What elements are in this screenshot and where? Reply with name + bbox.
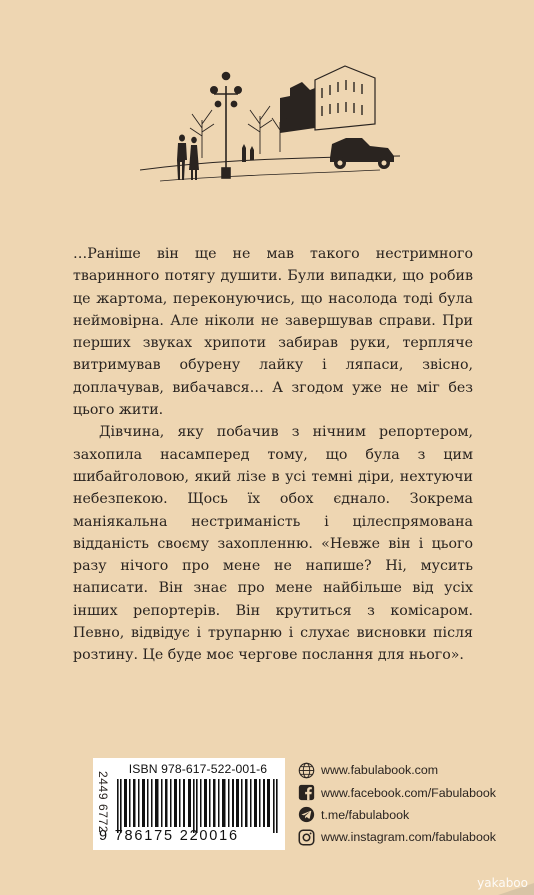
telegram-link-text: t.me/fabulabook — [321, 807, 410, 822]
instagram-link[interactable] — [298, 826, 528, 848]
barcode-digits: 9 786175 220016 — [99, 828, 239, 844]
side-digits-text: 2449 6772 — [96, 771, 110, 834]
facebook-link[interactable] — [298, 781, 528, 803]
paragraph-2: Дівчина, яку побачив з нічним репортером, захопила насамперед тому, що була з цим шибайголовою, який лізе в усі темні діри, нехтуючи небезпекою. Щось їх обох єднало. Зокрема маніякальна нестриманість і цілеспрямована відданість своєму захопленню. «Невже він і цього разу нічого про мене не напише? Ні, мусить написати. Він знає про мене найбільше від усіх інших репортерів. Він крутиться з комісаром. Певно, відвідує і трупарню і слухає висновки після розтину. Це буде моє чергове послання для нього». — [73, 424, 473, 664]
facebook-icon — [298, 784, 315, 801]
instagram-icon — [298, 829, 315, 846]
isbn-label: ISBN 978-617-522-001-6 — [128, 762, 268, 776]
paragraph-1: …Раніше він ще не мав такого нестримного тваринного потягу душити. Були випадки, що робив це жартома, переконуючись, що насолода тоді була неймовірна. Але ніколи не завершував справи. При перших звуках хрипоти забирав руки, терпляче витримував обурену лайку і ляпаси, звісно, доплачував, вибачався… А згодом уже не міг без цього жити. — [73, 246, 473, 419]
back-cover-text — [73, 243, 473, 667]
facebook-link-text: www.facebook.com/Fabulabook — [321, 785, 496, 800]
instagram-link-text: www.instagram.com/fabulabook — [321, 830, 496, 845]
website-link-text: www.fabulabook.com — [321, 763, 439, 778]
website-link[interactable] — [298, 759, 528, 781]
watermark: yakaboo — [477, 876, 528, 890]
street-scene-illustration — [140, 58, 400, 190]
publisher-links — [298, 759, 528, 849]
telegram-link[interactable] — [298, 804, 528, 826]
barcode-bars — [117, 779, 279, 833]
barcode-panel — [93, 758, 285, 850]
globe-icon — [298, 762, 315, 779]
barcode-side-digits — [94, 771, 114, 843]
telegram-icon — [298, 806, 315, 823]
